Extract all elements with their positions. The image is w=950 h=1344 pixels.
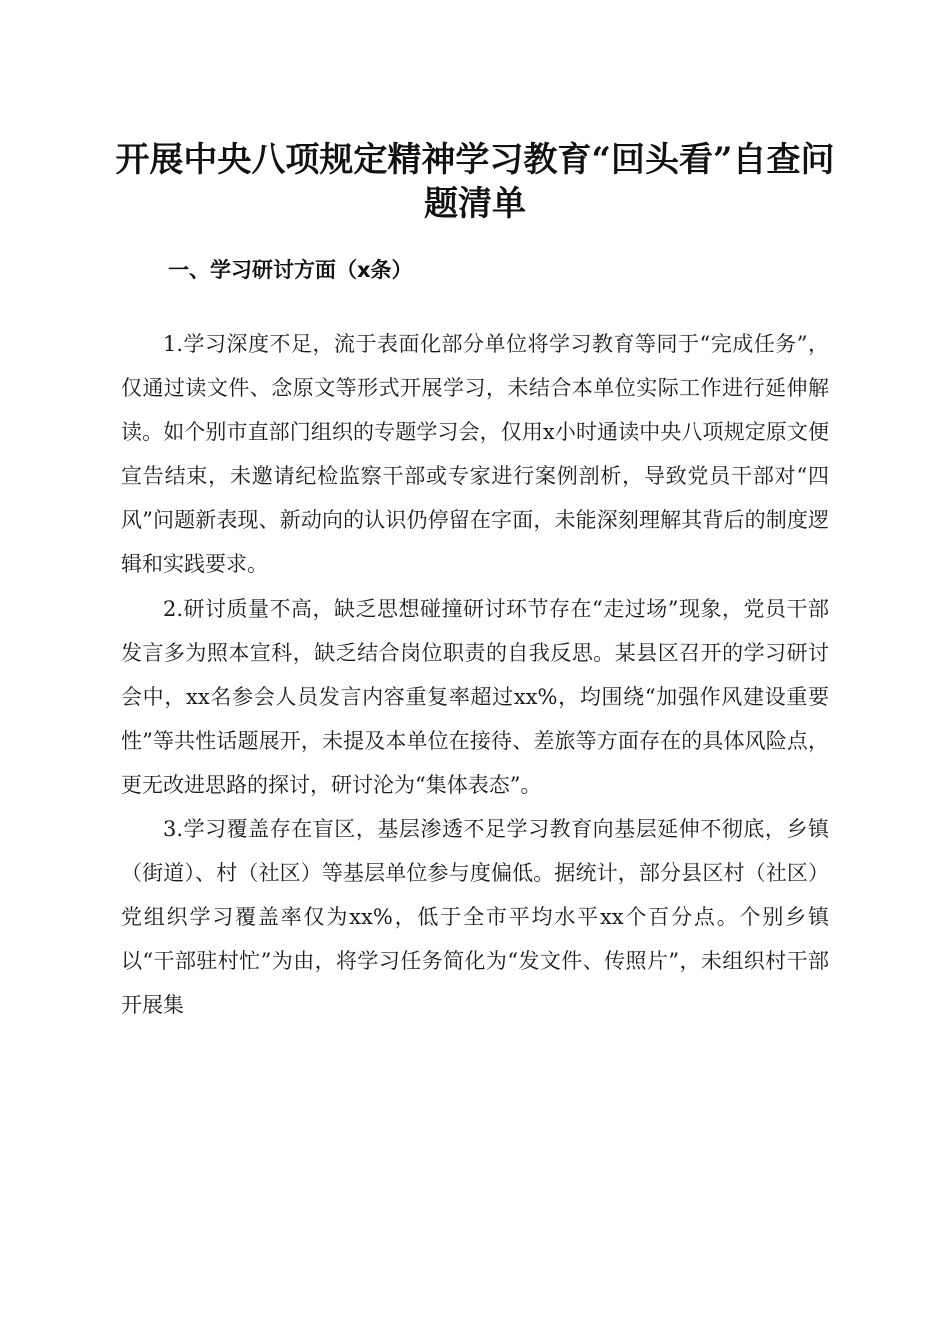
paragraph-3: 3.学习覆盖存在盲区，基层渗透不足学习教育向基层延伸不彻底，乡镇（街道）、村（社区）等基层单位参与度偏低。据统计，部分县区村（社区）党组织学习覆盖率仅为xx%，低于全市平均水平xx个百分点。个别乡镇以“干部驻村忙”为由，将学习任务简化为“发文件、传照片”，未组织村干部开展集 [121,817,829,1018]
document-body [121,322,829,1028]
paragraph-1: 1.学习深度不足，流于表面化部分单位将学习教育等同于“完成任务”，仅通过读文件、念原文等形式开展学习，未结合本单位实际工作进行延伸解读。如个别市直部门组织的专题学习会，仅用x小时通读中央八项规定原文便宣告结束，未邀请纪检监察干部或专家进行案例剖析，导致党员干部对“四风”问题新表现、新动向的认识仍停留在字面，未能深刻理解其背后的制度逻辑和实践要求。 [121,332,829,577]
page-title: 开展中央八项规定精神学习教育“回头看”自查问题清单 [115,140,835,224]
section-heading: 一、学习研讨方面（x条） [168,258,413,282]
paragraph-2: 2.研讨质量不高，缺乏思想碰撞研讨环节存在“走过场”现象，党员干部发言多为照本宣科，缺乏结合岗位职责的自我反思。某县区召开的学习研讨会中，xx名参会人员发言内容重复率超过xx%，均围绕“加强作风建设重要性”等共性话题展开，未提及本单位在接待、差旅等方面存在的具体风险点，更无改进思路的探讨，研讨沦为“集体表态”。 [121,596,829,797]
